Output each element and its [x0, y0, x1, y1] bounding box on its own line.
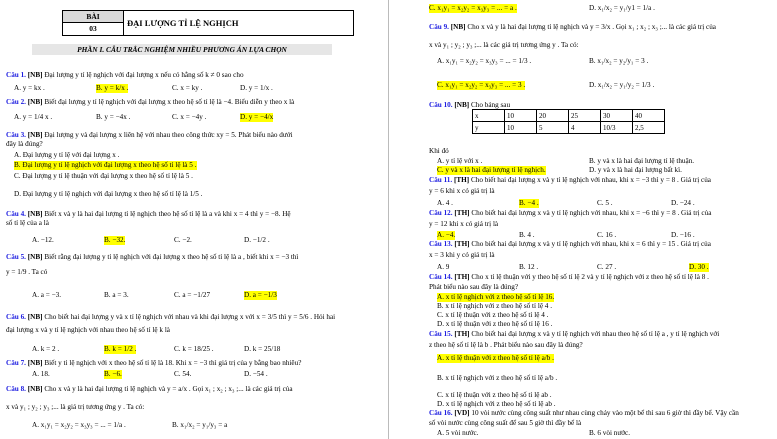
q8-option-b: B. x₁/x₂ = y₁/y₃ = a — [172, 421, 228, 429]
q16-stem-cont: số vòi nước cùng công suất để sau 5 giờ thì đầy bể là — [429, 419, 582, 427]
q16-stem: Câu 16. [VD] 10 vòi nước cùng công suất như nhau cùng chảy vào một bể thì sau 6 giờ thì đầy bể. Vậy cần — [429, 409, 739, 417]
q13-stem: Câu 13. [TH] Cho biết hai đại lượng x và y tỉ lệ nghịch với nhau, khi x = 6 thì y = 15 . Giá trị của — [429, 240, 711, 248]
q4-stem-cont: số tỉ lệ của a là — [6, 219, 49, 227]
question-level: [NB] — [27, 71, 43, 79]
question-number: Câu 14. — [429, 273, 455, 281]
question-level: [NB] — [27, 385, 43, 393]
question-level: [TH] — [454, 209, 470, 217]
q5-option-a: A. a = −3. — [32, 291, 62, 299]
question-number: Câu 2. — [6, 98, 28, 106]
section-title: PHẦN I. CÂU TRẮC NGHIỆM NHIỀU PHƯƠNG ÁN LỰA CHỌN — [32, 44, 332, 55]
question-number: Câu 7. — [6, 359, 28, 367]
q7-stem: Câu 7. [NB] Biết y tỉ lệ nghịch với x theo hệ số tỉ lệ là 18. Khi x = −3 thì giá trị của y bằng bao nhiêu? — [6, 359, 302, 367]
q8-stem: Câu 8. [NB] Cho x và y là hai đại lượng tỉ lệ nghịch và y = a/x . Gọi x₁ ; x₂ ; x₃ ;... là các giá trị của — [6, 385, 293, 393]
question-number: Câu 10. — [429, 101, 455, 109]
q5-option-c: C. a = −1/27 — [174, 291, 211, 299]
q11-option-a: A. 4 . — [437, 199, 453, 207]
q15-option-a: A. x tỉ lệ thuận với z theo hệ số tỉ lệ a/b . — [437, 354, 554, 362]
q15-option-c: C. x tỉ lệ thuận với z theo hệ số tỉ lệ ab . — [437, 391, 552, 399]
q13-stem-cont: x = 3 khi y có giá trị là — [429, 251, 495, 259]
table-cell: y — [473, 122, 505, 134]
q4-option-a: A. −12. — [32, 236, 54, 244]
q9-stem-cont: x và y₁ ; y₂ ; y₃ ;... là các giá trị tương ứng y . Ta có: — [429, 41, 579, 49]
q2-option-d: D. y = −4/x — [240, 113, 274, 121]
q13-option-d: D. 30 . — [689, 263, 709, 271]
question-number: Câu 16. — [429, 409, 455, 417]
table-cell: 20 — [537, 110, 569, 122]
q2-option-c: C. x = −4y . — [172, 113, 207, 121]
question-number: Câu 11. — [429, 176, 454, 184]
q7-option-c: C. 54. — [174, 370, 192, 378]
q12-option-b: B. 4 . — [519, 231, 535, 239]
question-level: [TH] — [454, 273, 470, 281]
question-number: Câu 12. — [429, 209, 455, 217]
q14-stem: Câu 14. [TH] Cho x tỉ lệ thuận với y theo hệ số tỉ lệ 2 và y tỉ lệ nghịch với z theo hệ số tỉ lệ là 8 . — [429, 273, 709, 281]
q4-stem: Câu 4. [NB] Biết x và y là hai đại lượng tỉ lệ nghịch theo hệ số tỉ lệ là a và khi x = 4 thì y = −8. Hệ — [6, 210, 291, 218]
q11-stem: Câu 11. [TH] Cho biết hai đại lượng x và y tỉ lệ nghịch với nhau, khi x = −3 thì y = 8 . Giá trị của — [429, 176, 711, 184]
q8-stem-cont: x và y₁ ; y₂ ; y₃ ;... là giá trị tương ứng y . Ta có: — [6, 403, 145, 411]
q3-stem-cont: đây là đúng? — [6, 140, 43, 148]
question-level: [TH] — [454, 330, 470, 338]
q1-option-b: B. y = k/x . — [96, 84, 129, 92]
q15-stem: Câu 15. [TH] Cho biết hai đại lượng x và y tỉ lệ nghịch với nhau theo hệ số tỉ lệ a , y tỉ lệ nghịch với — [429, 330, 720, 338]
question-level: [NB] — [27, 313, 43, 321]
q6-option-a: A. k = 2 . — [32, 345, 60, 353]
q9-option-d: D. x₁/x₂ = y₁/y₂ = 1/3 . — [589, 81, 655, 89]
q14-option-a: A. x tỉ lệ nghịch với z theo hệ số tỉ lệ 16. — [437, 293, 555, 301]
question-level: [NB] — [454, 101, 470, 109]
q15-option-d: D. x tỉ lệ nghịch với z theo hệ số tỉ lệ ab . — [437, 400, 556, 408]
table-cell: 10 — [505, 122, 537, 134]
q6-option-c: C. k = 18/25 . — [174, 345, 214, 353]
table-row — [473, 122, 665, 134]
table-cell: 30 — [601, 110, 633, 122]
table-cell: 25 — [569, 110, 601, 122]
question-number: Câu 3. — [6, 131, 28, 139]
q4-option-c: C. −2. — [174, 236, 192, 244]
q10-khi-do: Khi đó — [429, 147, 449, 155]
question-level: [NB] — [450, 23, 466, 31]
question-number: Câu 6. — [6, 313, 28, 321]
question-number: Câu 5. — [6, 253, 28, 261]
q2-stem: Câu 2. [NB] Biết đại lượng y tỉ lệ nghịch với đại lượng x theo hệ số tỉ lệ là −4. Biểu diễn y theo x là — [6, 98, 295, 106]
q7-option-a: A. 18. — [32, 370, 50, 378]
q16-option-b: B. 6 vòi nước. — [589, 429, 631, 437]
table-cell: x — [473, 110, 505, 122]
question-level: [TH] — [453, 176, 470, 184]
table-cell: 10 — [505, 110, 537, 122]
q2-option-b: B. y = −4x . — [96, 113, 131, 121]
q13-option-a: A. 9 — [437, 263, 450, 271]
q11-option-d: D. −24 . — [671, 199, 695, 207]
q2-option-a: A. y = 1/4 x . — [14, 113, 53, 121]
table-cell: 10/3 — [601, 122, 633, 134]
question-level: [NB] — [27, 253, 43, 261]
lesson-number: 03 — [89, 24, 97, 33]
q1-option-d: D. y = 1/x . — [240, 84, 273, 92]
q12-option-d: D. −16 . — [671, 231, 695, 239]
q6-stem: Câu 6. [NB] Cho biết hai đại lượng y và x tỉ lệ nghịch với nhau và khi đại lượng x với x = 3/5 thì y = 5/6 . Hỏi hai — [6, 313, 336, 321]
q10-data-table — [472, 109, 665, 134]
q7-option-d: D. −54 . — [244, 370, 268, 378]
table-cell: 40 — [633, 110, 665, 122]
question-number: Câu 9. — [429, 23, 451, 31]
q13-option-c: C. 27 . — [597, 263, 617, 271]
lesson-title: ĐẠI LƯỢNG TỈ LỆ NGHỊCH — [127, 18, 239, 28]
q10-option-a: A. y tỉ lệ với x . — [437, 157, 483, 165]
q8-option-c: C. x₁y₁ = x₂y₂ = x₃y₃ = ... = a . — [429, 4, 517, 12]
q9-stem: Câu 9. [NB] Cho x và y là hai đại lượng tỉ lệ nghịch và y = 3/x . Gọi x₁ ; x₂ ; x₃ ;... là các giá trị của — [429, 23, 716, 31]
q6-stem-cont: đại lượng x và y tỉ lệ nghịch với nhau theo hệ số tỉ lệ k là — [6, 326, 170, 334]
q3-option-b: B. Đại lượng y tỉ lệ nghịch với đại lượng x theo hệ số tỉ lệ là 5 . — [14, 161, 197, 169]
q3-option-a: A. Đại lượng y tỉ lệ với đại lượng x . — [14, 151, 120, 159]
left-page — [0, 0, 388, 439]
lesson-label: BÀI — [63, 11, 123, 23]
q12-stem: Câu 12. [TH] Cho biết hai đại lượng x và y tỉ lệ nghịch với nhau, khi x = −6 thì y = 8 . Giá trị của — [429, 209, 712, 217]
q10-option-d: D. y và x là hai đại lượng bất kì. — [589, 166, 682, 174]
q11-option-b: B. −4 . — [519, 199, 539, 207]
question-level: [NB] — [27, 359, 43, 367]
q10-stem: Câu 10. [NB] Cho bảng sau — [429, 101, 511, 109]
q12-option-a: A. −4. — [437, 231, 456, 239]
table-cell: 4 — [569, 122, 601, 134]
q6-option-b: B. k = 1/2 . — [104, 345, 137, 353]
q4-option-b: B. −32. — [104, 236, 126, 244]
table-row — [473, 110, 665, 122]
q10-option-c: C. y và x là hai đại lượng tỉ lệ nghịch. — [437, 166, 546, 174]
question-level: [NB] — [27, 131, 43, 139]
q12-option-c: C. 16 . — [597, 231, 617, 239]
question-number: Câu 8. — [6, 385, 28, 393]
q14-option-d: D. x tỉ lệ thuận với z theo hệ số tỉ lệ 16 . — [437, 320, 553, 328]
q11-stem-cont: y = 6 khi x có giá trị là — [429, 187, 495, 195]
q3-option-d: D. Đại lượng y tỉ lệ nghịch với đại lượng x theo hệ số tỉ lệ là 1/5 . — [14, 190, 203, 198]
q9-option-a: A. x₁y₁ = x₂y₂ = x₃y₃ = ... = 1/3 . — [437, 57, 532, 65]
q7-option-b: B. −6. — [104, 370, 122, 378]
q14-stem-cont: Phát biểu nào sau đây là đúng? — [429, 283, 519, 291]
q5-option-d: D. a = −1/3 — [244, 291, 277, 299]
question-number: Câu 1. — [6, 71, 28, 79]
q13-option-b: B. 12 . — [519, 263, 539, 271]
question-level: [NB] — [27, 210, 43, 218]
q5-option-b: B. a = 3. — [104, 291, 129, 299]
q14-option-c: C. x tỉ lệ thuận với z theo hệ số tỉ lệ 4 . — [437, 311, 549, 319]
q9-option-b: B. x₁/x₂ = y₂/y₁ = 3 . — [589, 57, 649, 65]
question-level: [TH] — [454, 240, 470, 248]
table-cell: 2,5 — [633, 122, 665, 134]
q3-stem: Câu 3. [NB] Đại lượng y và đại lượng x liên hệ với nhau theo công thức xy = 5. Phát biểu nào dưới — [6, 131, 293, 139]
q4-option-d: D. −1/2 . — [244, 236, 270, 244]
q5-stem-cont: y = 1/9 . Ta có — [6, 268, 48, 276]
q8-option-a: A. x₁y₁ = x₂y₂ = x₃y₃ = ... = 1/a . — [32, 421, 126, 429]
q1-option-a: A. y = kx . — [14, 84, 45, 92]
q11-option-c: C. 5 . — [597, 199, 613, 207]
q1-option-c: C. x = ky . — [172, 84, 203, 92]
q10-option-b: B. y và x là hai đại lượng tỉ lệ thuận. — [589, 157, 695, 165]
lesson-number-cell — [63, 11, 124, 35]
right-page — [389, 0, 777, 439]
q15-stem-cont: z theo hệ số tỉ lệ là b . Phát biểu nào sau đây là đúng? — [429, 341, 583, 349]
question-number: Câu 4. — [6, 210, 28, 218]
q5-stem: Câu 5. [NB] Biết rằng đại lượng y tỉ lệ nghịch với đại lượng x theo hệ số tỉ lệ là a , biết khi x = −3 thì — [6, 253, 299, 261]
question-number: Câu 15. — [429, 330, 455, 338]
question-level: [VD] — [454, 409, 470, 417]
q3-option-c: C. Đại lượng y tỉ lệ thuận với đại lượng x theo hệ số tỉ lệ là 5 . — [14, 172, 193, 180]
question-number: Câu 13. — [429, 240, 455, 248]
q9-option-c: C. x₁y₁ = x₂y₂ = x₃y₃ = ... = 3 . — [437, 81, 526, 89]
q6-option-d: D. k = 25/18 — [244, 345, 281, 353]
question-level: [NB] — [27, 98, 43, 106]
q16-option-a: A. 5 vòi nước. — [437, 429, 479, 437]
q1-stem: Câu 1. [NB] Đại lượng y tỉ lệ nghịch với đại lượng x nếu có hằng số k ≠ 0 sao cho — [6, 71, 244, 79]
q15-option-b: B. x tỉ lệ nghịch với z theo hệ số tỉ lệ a/b . — [437, 374, 558, 382]
q8-option-d: D. x₁/x₂ = y₁/y1 = 1/a . — [589, 4, 655, 12]
q14-option-b: B. x tỉ lệ nghịch với z theo hệ số tỉ lệ 4 . — [437, 302, 552, 310]
q12-stem-cont: y = 12 khi x có giá trị là — [429, 220, 499, 228]
lesson-header — [62, 10, 354, 36]
table-cell: 5 — [537, 122, 569, 134]
